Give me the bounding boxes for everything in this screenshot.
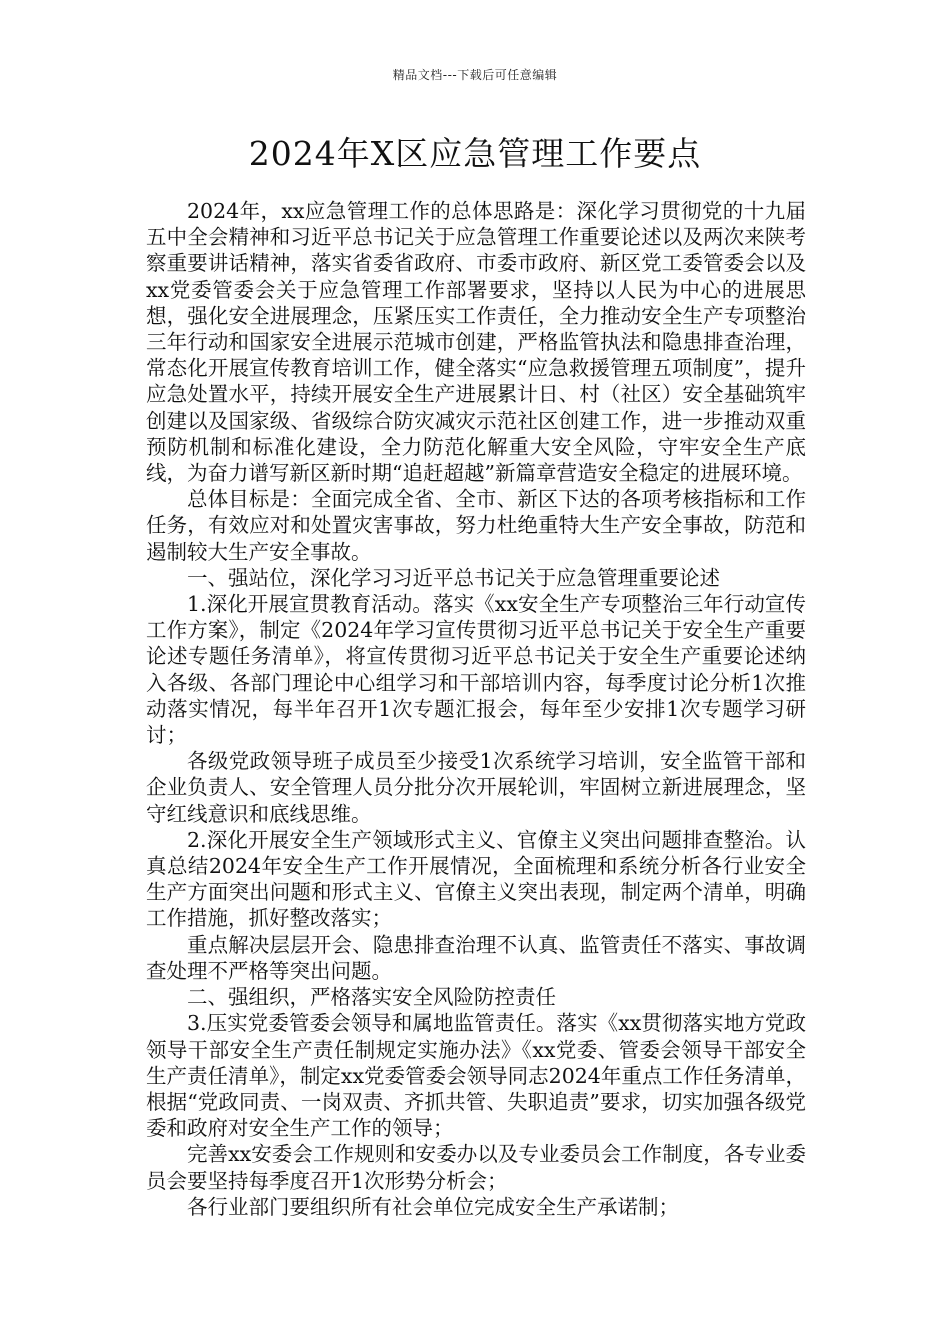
- document-body: [146, 198, 806, 1220]
- paragraph-item-1: 1.深化开展宣贯教育活动。落实《xx安全生产专项整治三年行动宣传工作方案》，制定《2024年学习宣传贯彻习近平总书记关于安全生产重要论述专题任务清单》，将宣传贯彻习近平总书记关于安全生产重要论述纳入各级、各部门理论中心组学习和干部培训内容，每季度讨论分析1次推动落实情况，每半年召开1次专题汇报会，每年至少安排1次专题学习研讨；: [146, 592, 806, 748]
- section-heading-2: 二、强组织，严格落实安全风险防控责任: [187, 985, 556, 1010]
- paragraph-item-2-cont: 重点解决层层开会、隐患排查治理不认真、监管责任不落实、事故调查处理不严格等突出问题。: [146, 932, 806, 983]
- paragraph-item-3-cont: 完善xx安委会工作规则和安委办以及专业委员会工作制度，各专业委员会要坚持每季度召开1次形势分析会；: [146, 1142, 806, 1193]
- paragraph-overview: 2024年，xx应急管理工作的总体思路是：深化学习贯彻党的十九届五中全会精神和习近平总书记关于应急管理工作重要论述以及两次来陕考察重要讲话精神，落实省委省政府、市委市政府、新区党工委管委会以及xx党委管委会关于应急管理工作部署要求，坚持以人民为中心的进展思想，强化安全进展理念，压紧压实工作责任，全力推动安全生产专项整治三年行动和国家安全进展示范城市创建，严格监管执法和隐患排查治理，常态化开展宣传教育培训工作，健全落实“应急救援管理五项制度”，提升应急处置水平，持续开展安全生产进展累计日、村（社区）安全基础筑牢创建以及国家级、省级综合防灾减灾示范社区创建工作，进一步推动双重预防机制和标准化建设，全力防范化解重大安全风险，守牢安全生产底线，为奋力谱写新区新时期“追赶超越”新篇章营造安全稳定的进展环境。: [146, 199, 806, 486]
- section-heading-1: 一、强站位，深化学习习近平总书记关于应急管理重要论述: [187, 565, 720, 590]
- paragraph-item-3: 3.压实党委管委会领导和属地监管责任。落实《xx贯彻落实地方党政领导干部安全生产责任制规定实施办法》《xx党委、管委会领导干部安全生产责任清单》，制定xx党委管委会领导同志2024年重点工作任务清单，根据“党政同责、一岗双责、齐抓共管、失职追责”要求，切实加强各级党委和政府对安全生产工作的领导；: [146, 1011, 806, 1141]
- paragraph-item-1-cont: 各级党政领导班子成员至少接受1次系统学习培训，安全监管干部和企业负责人、安全管理人员分批分次开展轮训，牢固树立新进展理念，坚守红线意识和底线思维。: [146, 749, 806, 826]
- header-note: 精品文档---下载后可任意编辑: [392, 68, 558, 82]
- paragraph-item-2: 2.深化开展安全生产领域形式主义、官僚主义突出问题排查整治。认真总结2024年安全生产工作开展情况，全面梳理和系统分析各行业安全生产方面突出问题和形式主义、官僚主义突出表现，制定两个清单，明确工作措施，抓好整改落实；: [146, 827, 806, 931]
- paragraph-item-3-cont-2: 各行业部门要组织所有社会单位完成安全生产承诺制；: [187, 1194, 679, 1219]
- paragraph-goals: 总体目标是：全面完成全省、全市、新区下达的各项考核指标和工作任务，有效应对和处置灾害事故，努力杜绝重特大生产安全事故，防范和遏制较大生产安全事故。: [146, 487, 806, 564]
- page-title: 2024年X区应急管理工作要点: [248, 134, 702, 173]
